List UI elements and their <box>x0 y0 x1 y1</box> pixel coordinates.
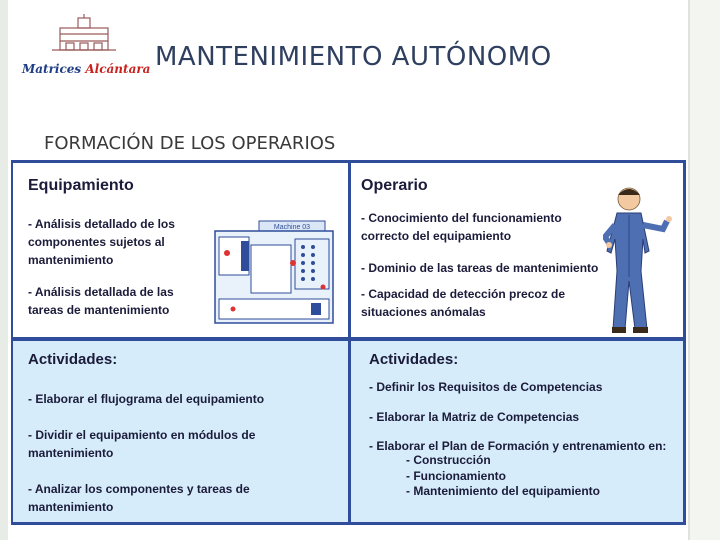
page-title: MANTENIMIENTO AUTÓNOMO <box>155 42 552 72</box>
logo-text-part1: Matrices <box>22 62 86 76</box>
machine-label: Machine 03 <box>273 224 311 231</box>
operario-item: - Conocimiento del funcionamiento correcto del equipamiento <box>361 211 562 243</box>
equipamiento-item: - Análisis detallada de las tareas de mantenimiento <box>28 285 174 317</box>
actividades-operario-cell <box>351 341 683 522</box>
logo-text-part2: Alcántara <box>85 62 151 76</box>
actividades-equipo-heading: Actividades: <box>28 351 118 368</box>
logo-text <box>22 62 152 76</box>
section-subtitle: FORMACIÓN DE LOS OPERARIOS <box>44 133 336 154</box>
operario-heading: Operario <box>361 177 428 194</box>
formacion-subitem: - Funcionamiento <box>406 469 506 483</box>
equipamiento-heading: Equipamiento <box>28 177 134 194</box>
actividades-equipo-cell <box>13 341 348 522</box>
operario-item: - Capacidad de detección precoz de situaciones anómalas <box>361 287 566 319</box>
left-decor-rail <box>0 0 8 540</box>
actividades-equipo-item: - Dividir el equipamiento en módulos de mantenimiento <box>28 428 256 460</box>
factory-building-icon <box>22 14 152 64</box>
right-decor-line <box>688 0 690 540</box>
right-decor-rail <box>690 0 720 540</box>
operario-item: - Dominio de las tareas de mantenimiento <box>361 261 599 275</box>
actividades-equipo-item: - Analizar los componentes y tareas de mantenimiento <box>28 482 250 514</box>
equipamiento-cell <box>13 163 348 337</box>
operario-cell <box>351 163 683 337</box>
company-logo <box>22 14 152 80</box>
actividades-operario-item: - Elaborar el Plan de Formación y entrenamiento en: <box>369 439 667 453</box>
worker-figure-icon <box>603 181 683 337</box>
actividades-equipo-item: - Elaborar el flujograma del equipamiento <box>28 392 265 406</box>
formacion-subitem: - Construcción <box>406 453 491 467</box>
actividades-operario-item: - Definir los Requisitos de Competencias <box>369 380 603 394</box>
machine-icon <box>211 219 339 329</box>
equipamiento-item: - Análisis detallado de los componentes sujetos al mantenimiento <box>28 217 175 267</box>
formacion-subitem: - Mantenimiento del equipamiento <box>406 484 601 498</box>
actividades-operario-heading: Actividades: <box>369 351 459 368</box>
actividades-operario-item: - Elaborar la Matriz de Competencias <box>369 410 580 424</box>
